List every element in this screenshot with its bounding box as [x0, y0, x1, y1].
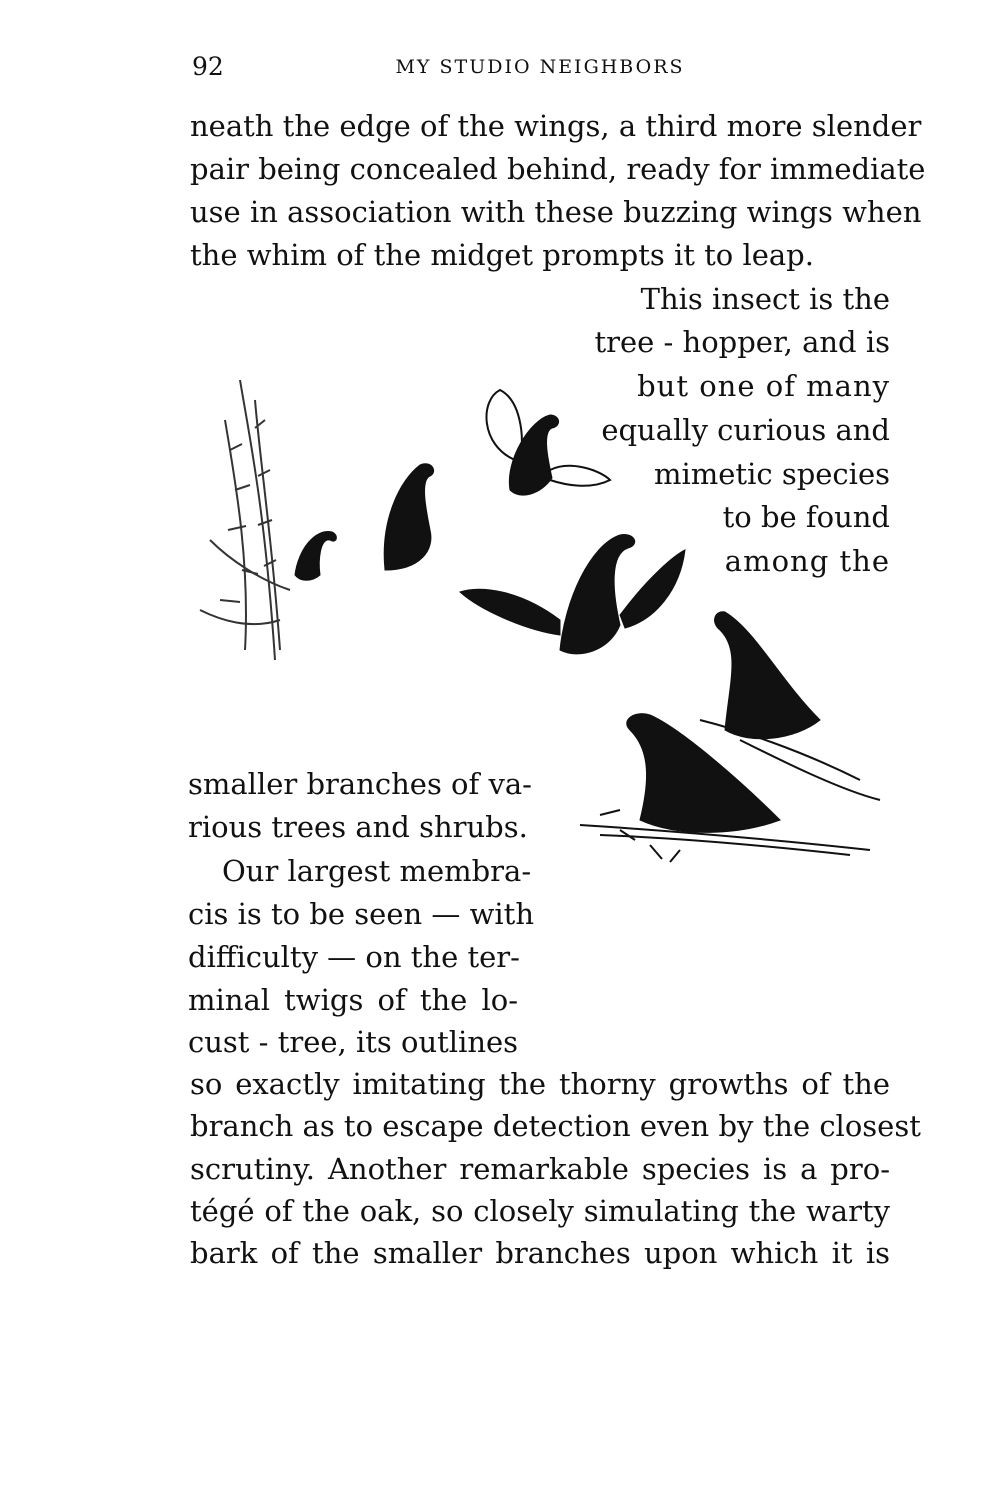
text-line: smaller branches of va-	[188, 767, 532, 801]
small-hopper-icon	[295, 532, 336, 581]
winged-hopper-icon	[486, 390, 610, 495]
flying-hopper-icon	[460, 535, 685, 654]
text-line: but one of many	[637, 369, 890, 403]
text-line: cust - tree, its outlines	[188, 1025, 519, 1059]
text-line: cis is to be seen — with	[188, 897, 535, 931]
branch-sketch-icon	[200, 380, 290, 660]
text-line: branch as to escape detection even by the closest	[190, 1109, 921, 1143]
text-line: pair being concealed behind, ready for immediate	[190, 152, 926, 186]
page-header	[190, 52, 890, 86]
text-line: tégé of the oak, so closely simulating the warty	[190, 1194, 890, 1228]
text-line: equally curious and	[601, 413, 890, 447]
text-line: This insect is the	[640, 282, 890, 316]
text-line: the whim of the midget prompts it to leap.	[190, 238, 814, 272]
text-line: bark of the smaller branches upon which it is	[190, 1236, 890, 1270]
perched-hopper-icon	[715, 612, 820, 739]
text-line: use in association with these buzzing wings when	[190, 195, 922, 229]
text-line: mimetic species	[654, 457, 890, 491]
text-line: so exactly imitating the thorny growths of the	[190, 1067, 890, 1101]
tall-hopper-icon	[384, 464, 433, 570]
text-line: difficulty — on the ter-	[188, 940, 520, 974]
page-number: 92	[192, 52, 224, 81]
text-line: tree - hopper, and is	[594, 325, 890, 359]
text-line: to be found	[722, 500, 890, 534]
text-line: rious trees and shrubs.	[188, 810, 528, 844]
text-line: Our largest membra-	[222, 854, 532, 888]
text-line: scrutiny. Another remarkable species is a pro-	[190, 1152, 890, 1186]
text-line: minal twigs of the lo-	[188, 983, 518, 1017]
text-line: among the	[724, 544, 890, 578]
running-title: MY STUDIO NEIGHBORS	[395, 56, 685, 78]
tree-hopper-illustration-icon	[180, 360, 890, 920]
text-line: neath the edge of the wings, a third more slender	[190, 109, 922, 143]
